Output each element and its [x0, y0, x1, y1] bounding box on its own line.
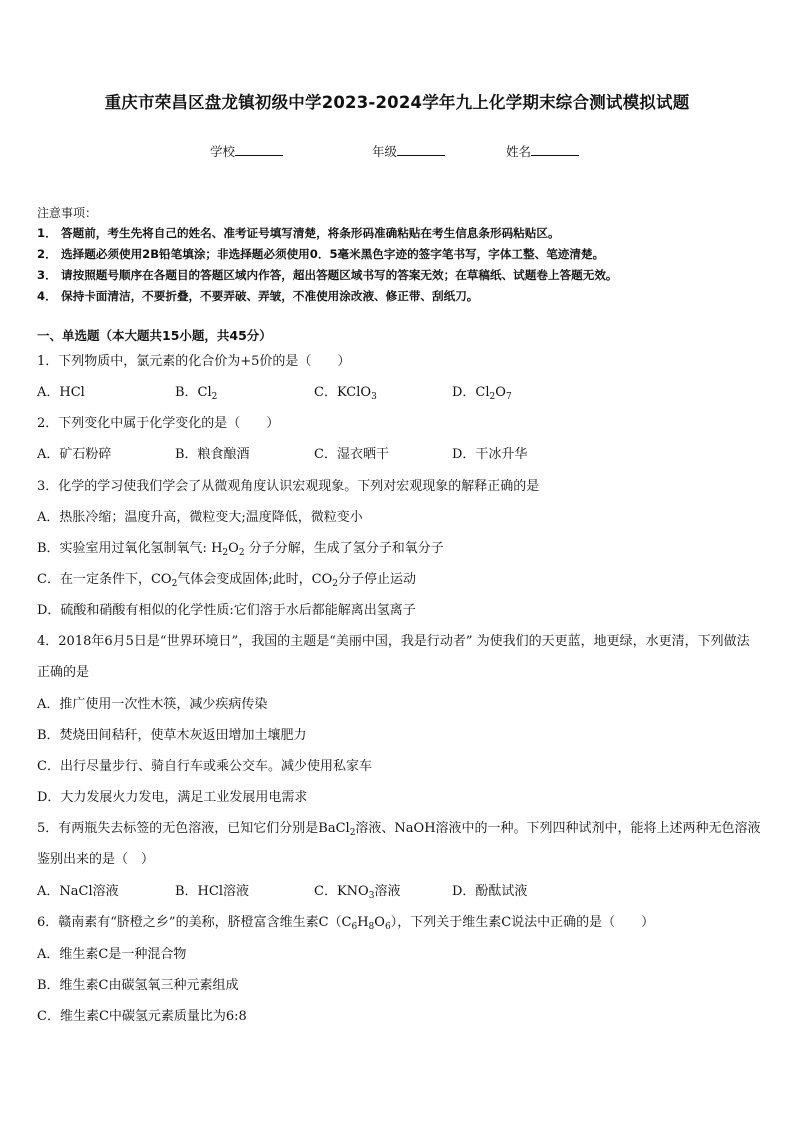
option-a[interactable]: A．维生素C是一种混合物	[37, 947, 187, 962]
option-a[interactable]: A．NaCl溶液	[37, 884, 119, 899]
note-item: 1． 答题前，考生先将自己的姓名、准考证号填写清楚，将条形码准确粘贴在考生信息条形码粘贴区。	[37, 226, 560, 240]
question-1-options	[37, 377, 761, 408]
option-d[interactable]: D．干冰升华	[452, 447, 528, 462]
question-4-stem: 4．2018年6月5日是“世界环境日”，我国的主题是“美丽中国，我是行动者” 为使我们的天更蓝，地更绿，水更清，下列做法正确的是	[37, 634, 750, 680]
option-c[interactable]: C．KClO$_3$	[314, 385, 377, 402]
option-d[interactable]: D．大力发展火力发电，满足工业发展用电需求	[37, 790, 308, 805]
option-d[interactable]: D．硫酸和硝酸有相似的化学性质:它们溶于水后都能解离出氢离子	[37, 603, 416, 618]
notes-title: 注意事项：	[37, 206, 98, 220]
school-blank[interactable]	[235, 143, 283, 156]
note-item: 2． 选择题必须使用2B铅笔填涂；非选择题必须使用0．5毫米黑色字迹的签字笔书写，字体工整、笔迹清楚。	[37, 247, 605, 261]
section-title: 一、单选题（本大题共15小题，共45分）	[37, 328, 272, 343]
name-field	[506, 142, 579, 160]
grade-label: 年级	[372, 144, 398, 159]
notes-block	[37, 203, 757, 307]
question-6-stem: 6．赣南素有“脐橙之乡”的美称，脐橙富含维生素$C(C_6H_8O_6)$，下列关于维生素C说法中正确的是（ ）	[37, 915, 655, 932]
option-b[interactable]: B．粮食酿酒	[175, 447, 250, 462]
option-a[interactable]: A．推广使用一次性木筷，减少疾病传染	[37, 697, 268, 712]
option-d[interactable]: D．酚酞试液	[452, 884, 528, 899]
question-3-stem: 3．化学的学习使我们学会了从微观角度认识宏观现象。下列对宏观现象的解释正确的是	[37, 479, 540, 494]
option-c[interactable]: C．$KNO_3$溶液	[314, 884, 401, 901]
option-c[interactable]: C．在一定条件下，$CO_2$气体会变成固体;此时，$CO_2$分子停止运动	[37, 572, 417, 589]
option-b[interactable]: B．实验室用过氧化氢制氧气: $H_2O_2$ 分子分解，生成了氢分子和氧分子	[37, 541, 444, 558]
note-item: 3． 请按照题号顺序在各题目的答题区域内作答，超出答题区域书写的答案无效；在草稿纸、试题卷上答题无效。	[37, 268, 618, 282]
question-1-stem: 1．下列物质中，氯元素的化合价为+5价的是（ ）	[37, 354, 351, 369]
note-item: 4． 保持卡面清洁，不要折叠，不要弄破、弄皱，不准使用涂改液、修正带、刮纸刀。	[37, 289, 479, 303]
name-label: 姓名	[506, 144, 532, 159]
option-c[interactable]: C．维生素C中碳氢元素质量比为6:8	[37, 1009, 247, 1024]
grade-field	[372, 142, 445, 160]
option-b[interactable]: B．焚烧田间秸秆，使草木灰返田增加土壤肥力	[37, 728, 307, 743]
question-5-options	[37, 876, 761, 907]
question-2-options	[37, 439, 761, 470]
option-b[interactable]: B．HCl溶液	[175, 884, 249, 899]
option-a[interactable]: A．矿石粉碎	[37, 447, 112, 462]
option-d[interactable]: D．$Cl_2O_7$	[452, 385, 512, 402]
option-b[interactable]: B．维生素C由碳氢氧三种元素组成	[37, 978, 239, 993]
question-2-stem: 2．下列变化中属于化学变化的是（ ）	[37, 416, 280, 431]
name-blank[interactable]	[531, 143, 579, 156]
grade-blank[interactable]	[397, 143, 445, 156]
option-a[interactable]: A．HCl	[37, 385, 85, 400]
school-label: 学校	[210, 144, 236, 159]
option-b[interactable]: B．$Cl_2$	[175, 385, 218, 402]
question-5-stem: 5．有两瓶失去标签的无色溶液，已知它们分别是BaCl$_2$溶液、NaOH溶液中的一种。下列四种试剂中，能将上述两种无色溶液鉴别出来的是（ ）	[37, 821, 761, 867]
student-info-row	[0, 142, 794, 160]
school-field	[210, 142, 283, 160]
option-a[interactable]: A．热胀冷缩；温度升高，微粒变大;温度降低，微粒变小	[37, 510, 363, 525]
option-c[interactable]: C．出行尽量步行、骑自行车或乘公交车。减少使用私家车	[37, 759, 372, 774]
option-c[interactable]: C．湿衣晒干	[314, 447, 389, 462]
page-title: 重庆市荣昌区盘龙镇初级中学2023-2024学年九上化学期末综合测试模拟试题	[104, 93, 690, 112]
